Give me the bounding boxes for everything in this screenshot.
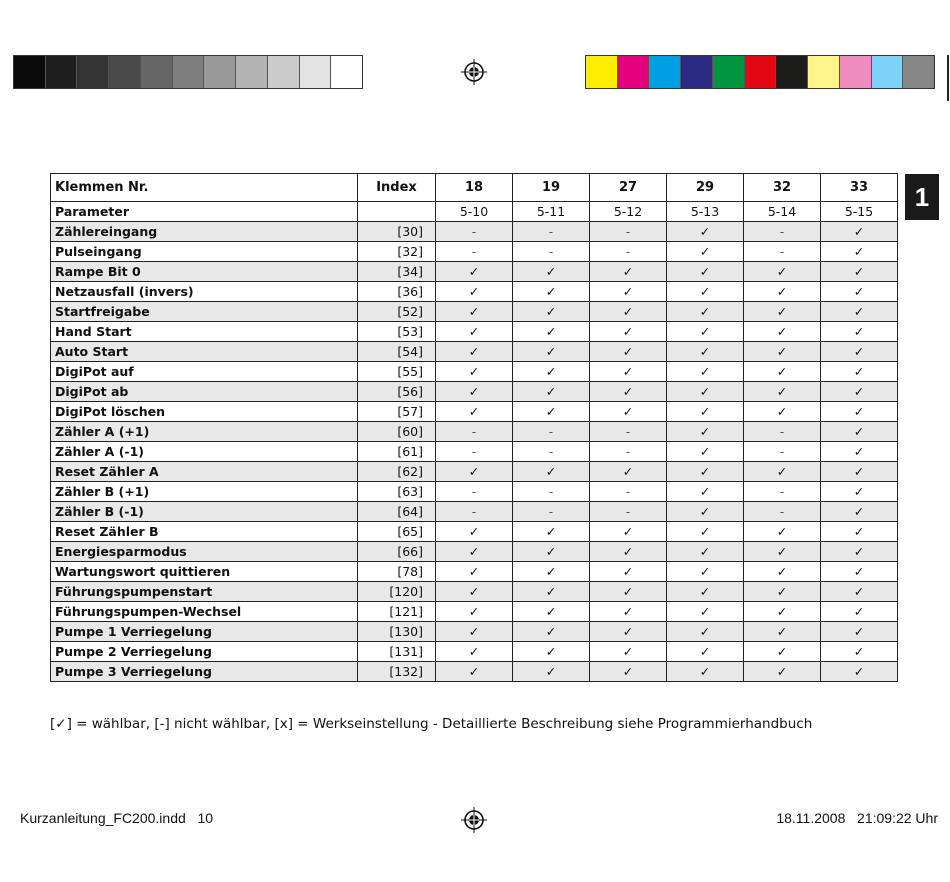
table-row (51, 342, 898, 362)
selectable-check-icon: ✓ (667, 262, 744, 282)
function-name: Zählereingang (51, 222, 358, 242)
table-legend: [✓] = wählbar, [-] nicht wählbar, [x] = Werkseinstellung - Detaillierte Beschreibung siehe Programmierhandbuch (50, 716, 813, 732)
function-index: [132] (358, 662, 436, 682)
not-selectable-mark: - (744, 502, 821, 522)
selectable-check-icon: ✓ (667, 542, 744, 562)
selectable-check-icon: ✓ (667, 402, 744, 422)
color-swatch (681, 56, 713, 88)
table-row (51, 422, 898, 442)
function-index: [57] (358, 402, 436, 422)
function-index: [65] (358, 522, 436, 542)
selectable-check-icon: ✓ (821, 502, 898, 522)
selectable-check-icon: ✓ (744, 522, 821, 542)
table-row (51, 262, 898, 282)
selectable-check-icon: ✓ (744, 642, 821, 662)
selectable-check-icon: ✓ (513, 362, 590, 382)
gray-swatch (109, 56, 141, 88)
function-name: Auto Start (51, 342, 358, 362)
section-tab: 1 (905, 174, 939, 220)
parameter-number: 5-11 (513, 202, 590, 222)
function-index: [131] (358, 642, 436, 662)
function-name: Zähler A (-1) (51, 442, 358, 462)
function-name: Pulseingang (51, 242, 358, 262)
selectable-check-icon: ✓ (513, 342, 590, 362)
function-index: [63] (358, 482, 436, 502)
selectable-check-icon: ✓ (513, 462, 590, 482)
not-selectable-mark: - (513, 442, 590, 462)
header-terminal: 33 (821, 174, 898, 202)
color-swatch (618, 56, 650, 88)
selectable-check-icon: ✓ (436, 382, 513, 402)
selectable-check-icon: ✓ (821, 522, 898, 542)
selectable-check-icon: ✓ (744, 362, 821, 382)
function-index: [54] (358, 342, 436, 362)
footer-file-info: Kurzanleitung_FC200.indd 10 (20, 810, 214, 826)
selectable-check-icon: ✓ (667, 362, 744, 382)
function-index: [34] (358, 262, 436, 282)
color-swatch (840, 56, 872, 88)
parameter-number: 5-10 (436, 202, 513, 222)
function-name: DigiPot auf (51, 362, 358, 382)
selectable-check-icon: ✓ (513, 382, 590, 402)
selectable-check-icon: ✓ (590, 402, 667, 422)
not-selectable-mark: - (436, 222, 513, 242)
function-index: [56] (358, 382, 436, 402)
selectable-check-icon: ✓ (513, 302, 590, 322)
selectable-check-icon: ✓ (821, 642, 898, 662)
gray-swatch (268, 56, 300, 88)
selectable-check-icon: ✓ (590, 462, 667, 482)
selectable-check-icon: ✓ (513, 322, 590, 342)
table-row (51, 622, 898, 642)
selectable-check-icon: ✓ (513, 522, 590, 542)
table-header-row (51, 174, 898, 202)
selectable-check-icon: ✓ (667, 482, 744, 502)
selectable-check-icon: ✓ (590, 322, 667, 342)
table-row (51, 402, 898, 422)
selectable-check-icon: ✓ (667, 242, 744, 262)
color-calibration-strip (585, 55, 935, 89)
table-row (51, 282, 898, 302)
selectable-check-icon: ✓ (821, 302, 898, 322)
selectable-check-icon: ✓ (821, 582, 898, 602)
selectable-check-icon: ✓ (744, 402, 821, 422)
selectable-check-icon: ✓ (744, 602, 821, 622)
function-name: Pumpe 2 Verriegelung (51, 642, 358, 662)
table-row (51, 642, 898, 662)
not-selectable-mark: - (590, 482, 667, 502)
selectable-check-icon: ✓ (513, 542, 590, 562)
function-name: DigiPot löschen (51, 402, 358, 422)
parameter-label: Parameter (51, 202, 358, 222)
gray-swatch (14, 56, 46, 88)
selectable-check-icon: ✓ (436, 342, 513, 362)
gray-swatch (141, 56, 173, 88)
selectable-check-icon: ✓ (821, 602, 898, 622)
selectable-check-icon: ✓ (821, 262, 898, 282)
table-row (51, 662, 898, 682)
function-name: Rampe Bit 0 (51, 262, 358, 282)
selectable-check-icon: ✓ (590, 662, 667, 682)
selectable-check-icon: ✓ (667, 282, 744, 302)
selectable-check-icon: ✓ (590, 282, 667, 302)
not-selectable-mark: - (436, 422, 513, 442)
function-name: Pumpe 3 Verriegelung (51, 662, 358, 682)
function-index: [61] (358, 442, 436, 462)
table-row (51, 382, 898, 402)
table-row (51, 582, 898, 602)
not-selectable-mark: - (513, 242, 590, 262)
header-index: Index (358, 174, 436, 202)
selectable-check-icon: ✓ (667, 642, 744, 662)
not-selectable-mark: - (744, 442, 821, 462)
function-name: Reset Zähler A (51, 462, 358, 482)
color-swatch (713, 56, 745, 88)
not-selectable-mark: - (590, 222, 667, 242)
not-selectable-mark: - (513, 502, 590, 522)
color-swatch (808, 56, 840, 88)
selectable-check-icon: ✓ (590, 382, 667, 402)
header-terminal: 27 (590, 174, 667, 202)
selectable-check-icon: ✓ (744, 382, 821, 402)
function-name: Reset Zähler B (51, 522, 358, 542)
selectable-check-icon: ✓ (821, 242, 898, 262)
selectable-check-icon: ✓ (821, 342, 898, 362)
selectable-check-icon: ✓ (590, 642, 667, 662)
selectable-check-icon: ✓ (590, 362, 667, 382)
function-name: Zähler A (+1) (51, 422, 358, 442)
registration-mark-icon (461, 807, 487, 833)
table-row (51, 542, 898, 562)
selectable-check-icon: ✓ (513, 562, 590, 582)
not-selectable-mark: - (590, 442, 667, 462)
parameter-row (51, 202, 898, 222)
selectable-check-icon: ✓ (744, 282, 821, 302)
table-row (51, 482, 898, 502)
selectable-check-icon: ✓ (590, 342, 667, 362)
selectable-check-icon: ✓ (590, 622, 667, 642)
selectable-check-icon: ✓ (513, 622, 590, 642)
selectable-check-icon: ✓ (436, 622, 513, 642)
selectable-check-icon: ✓ (744, 662, 821, 682)
selectable-check-icon: ✓ (821, 562, 898, 582)
selectable-check-icon: ✓ (436, 462, 513, 482)
selectable-check-icon: ✓ (821, 542, 898, 562)
table-row (51, 302, 898, 322)
selectable-check-icon: ✓ (590, 582, 667, 602)
selectable-check-icon: ✓ (590, 542, 667, 562)
color-swatch (586, 56, 618, 88)
selectable-check-icon: ✓ (744, 462, 821, 482)
selectable-check-icon: ✓ (513, 582, 590, 602)
selectable-check-icon: ✓ (436, 662, 513, 682)
selectable-check-icon: ✓ (436, 542, 513, 562)
gray-swatch (46, 56, 78, 88)
gray-swatch (300, 56, 332, 88)
selectable-check-icon: ✓ (744, 302, 821, 322)
color-swatch (903, 56, 934, 88)
selectable-check-icon: ✓ (821, 622, 898, 642)
function-name: Zähler B (+1) (51, 482, 358, 502)
not-selectable-mark: - (513, 222, 590, 242)
selectable-check-icon: ✓ (436, 582, 513, 602)
crop-mark (947, 55, 949, 101)
selectable-check-icon: ✓ (667, 462, 744, 482)
not-selectable-mark: - (590, 242, 667, 262)
selectable-check-icon: ✓ (513, 402, 590, 422)
table-row (51, 522, 898, 542)
selectable-check-icon: ✓ (436, 522, 513, 542)
function-name: Startfreigabe (51, 302, 358, 322)
gray-swatch (173, 56, 205, 88)
function-index: [36] (358, 282, 436, 302)
gray-swatch (204, 56, 236, 88)
selectable-check-icon: ✓ (513, 282, 590, 302)
selectable-check-icon: ✓ (821, 422, 898, 442)
selectable-check-icon: ✓ (744, 342, 821, 362)
table-row (51, 362, 898, 382)
selectable-check-icon: ✓ (821, 442, 898, 462)
not-selectable-mark: - (436, 442, 513, 462)
function-index: [121] (358, 602, 436, 622)
not-selectable-mark: - (744, 422, 821, 442)
selectable-check-icon: ✓ (667, 342, 744, 362)
selectable-check-icon: ✓ (821, 222, 898, 242)
table-row (51, 322, 898, 342)
function-index: [78] (358, 562, 436, 582)
table-row (51, 442, 898, 462)
function-name: Hand Start (51, 322, 358, 342)
terminal-parameter-table (50, 173, 898, 682)
color-swatch (776, 56, 808, 88)
function-index: [55] (358, 362, 436, 382)
not-selectable-mark: - (590, 422, 667, 442)
selectable-check-icon: ✓ (436, 262, 513, 282)
selectable-check-icon: ✓ (744, 542, 821, 562)
not-selectable-mark: - (513, 482, 590, 502)
function-name: Zähler B (-1) (51, 502, 358, 522)
selectable-check-icon: ✓ (436, 642, 513, 662)
parameter-number: 5-12 (590, 202, 667, 222)
table-row (51, 462, 898, 482)
function-name: DigiPot ab (51, 382, 358, 402)
selectable-check-icon: ✓ (436, 602, 513, 622)
function-index: [62] (358, 462, 436, 482)
table-row (51, 562, 898, 582)
selectable-check-icon: ✓ (744, 622, 821, 642)
selectable-check-icon: ✓ (744, 582, 821, 602)
grayscale-calibration-strip (13, 55, 363, 89)
selectable-check-icon: ✓ (667, 502, 744, 522)
selectable-check-icon: ✓ (513, 602, 590, 622)
function-index: [130] (358, 622, 436, 642)
function-index: [60] (358, 422, 436, 442)
color-swatch (745, 56, 777, 88)
selectable-check-icon: ✓ (744, 562, 821, 582)
function-index: [32] (358, 242, 436, 262)
function-name: Führungspumpen-Wechsel (51, 602, 358, 622)
table-row (51, 602, 898, 622)
selectable-check-icon: ✓ (667, 302, 744, 322)
function-name: Netzausfall (invers) (51, 282, 358, 302)
selectable-check-icon: ✓ (436, 322, 513, 342)
function-index: [30] (358, 222, 436, 242)
selectable-check-icon: ✓ (667, 322, 744, 342)
selectable-check-icon: ✓ (590, 302, 667, 322)
selectable-check-icon: ✓ (821, 382, 898, 402)
function-name: Führungspumpenstart (51, 582, 358, 602)
selectable-check-icon: ✓ (667, 222, 744, 242)
selectable-check-icon: ✓ (436, 302, 513, 322)
function-name: Energiesparmodus (51, 542, 358, 562)
header-terminal: 19 (513, 174, 590, 202)
header-terminal-number: Klemmen Nr. (51, 174, 358, 202)
function-name: Pumpe 1 Verriegelung (51, 622, 358, 642)
selectable-check-icon: ✓ (744, 262, 821, 282)
not-selectable-mark: - (744, 242, 821, 262)
table-row (51, 222, 898, 242)
header-terminal: 29 (667, 174, 744, 202)
selectable-check-icon: ✓ (821, 402, 898, 422)
table-row (51, 242, 898, 262)
selectable-check-icon: ✓ (436, 362, 513, 382)
header-terminal: 32 (744, 174, 821, 202)
parameter-number: 5-14 (744, 202, 821, 222)
selectable-check-icon: ✓ (821, 462, 898, 482)
selectable-check-icon: ✓ (590, 522, 667, 542)
selectable-check-icon: ✓ (436, 282, 513, 302)
selectable-check-icon: ✓ (667, 422, 744, 442)
function-name: Wartungswort quittieren (51, 562, 358, 582)
not-selectable-mark: - (744, 482, 821, 502)
parameter-number: 5-13 (667, 202, 744, 222)
selectable-check-icon: ✓ (667, 622, 744, 642)
selectable-check-icon: ✓ (821, 362, 898, 382)
selectable-check-icon: ✓ (590, 262, 667, 282)
not-selectable-mark: - (744, 222, 821, 242)
not-selectable-mark: - (436, 242, 513, 262)
selectable-check-icon: ✓ (436, 562, 513, 582)
selectable-check-icon: ✓ (436, 402, 513, 422)
not-selectable-mark: - (590, 502, 667, 522)
selectable-check-icon: ✓ (667, 662, 744, 682)
selectable-check-icon: ✓ (513, 262, 590, 282)
selectable-check-icon: ✓ (821, 662, 898, 682)
gray-swatch (236, 56, 268, 88)
selectable-check-icon: ✓ (513, 662, 590, 682)
selectable-check-icon: ✓ (744, 322, 821, 342)
function-index: [66] (358, 542, 436, 562)
selectable-check-icon: ✓ (667, 442, 744, 462)
parameter-number: 5-15 (821, 202, 898, 222)
function-index: [120] (358, 582, 436, 602)
selectable-check-icon: ✓ (821, 322, 898, 342)
selectable-check-icon: ✓ (590, 562, 667, 582)
selectable-check-icon: ✓ (667, 562, 744, 582)
color-swatch (649, 56, 681, 88)
footer-timestamp: 18.11.2008 21:09:22 Uhr (776, 810, 938, 826)
selectable-check-icon: ✓ (667, 522, 744, 542)
gray-swatch (331, 56, 362, 88)
selectable-check-icon: ✓ (667, 382, 744, 402)
selectable-check-icon: ✓ (821, 282, 898, 302)
gray-swatch (77, 56, 109, 88)
selectable-check-icon: ✓ (667, 582, 744, 602)
function-index: [52] (358, 302, 436, 322)
selectable-check-icon: ✓ (821, 482, 898, 502)
not-selectable-mark: - (436, 482, 513, 502)
color-swatch (872, 56, 904, 88)
selectable-check-icon: ✓ (667, 602, 744, 622)
selectable-check-icon: ✓ (513, 642, 590, 662)
not-selectable-mark: - (513, 422, 590, 442)
function-index: [53] (358, 322, 436, 342)
table-row (51, 502, 898, 522)
selectable-check-icon: ✓ (590, 602, 667, 622)
parameter-index (358, 202, 436, 222)
header-terminal: 18 (436, 174, 513, 202)
registration-mark-icon (461, 59, 487, 85)
function-index: [64] (358, 502, 436, 522)
not-selectable-mark: - (436, 502, 513, 522)
